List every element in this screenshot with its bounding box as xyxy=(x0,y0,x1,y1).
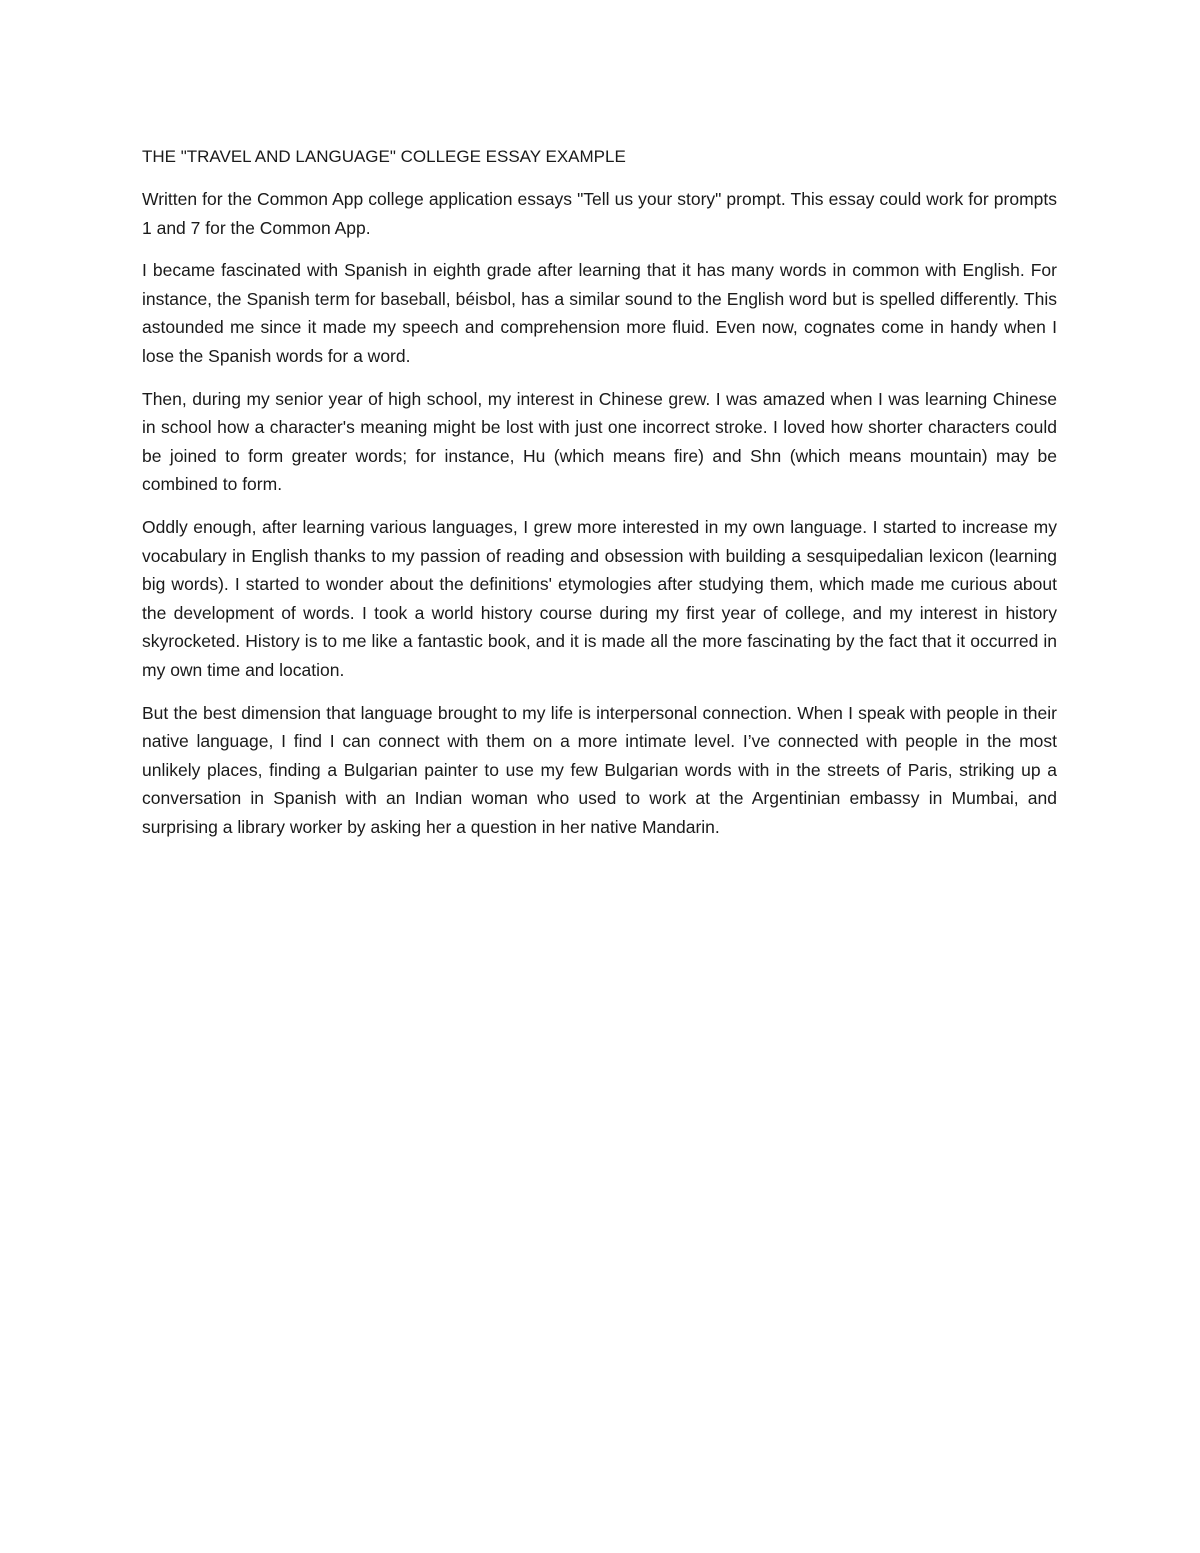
paragraph-english: Oddly enough, after learning various languages, I grew more interested in my own language. I started to increase my vocabulary in English thanks to my passion of reading and obsession with building a sesquipedalian lexicon (learning big words). I started to wonder about the definitions' etymologies after studying them, which made me curious about the development of words. I took a world history course during my first year of college, and my interest in history skyrocketed. History is to me like a fantastic book, and it is made all the more fascinating by the fact that it occurred in my own time and location. xyxy=(142,516,1057,680)
paragraph-connection: But the best dimension that language brought to my life is interpersonal connection. When I speak with people in their native language, I find I can connect with them on a more intimate level. I’ve connected with people in the most unlikely places, finding a Bulgarian painter to use my few Bulgarian words with in the streets of Paris, striking up a conversation in Spanish with an Indian woman who used to work at the Argentinian embassy in Mumbai, and surprising a library worker by asking her a question in her native Mandarin. xyxy=(142,702,1057,837)
document-body xyxy=(142,143,1057,855)
paragraph-spanish: I became fascinated with Spanish in eighth grade after learning that it has many words in common with English. For instance, the Spanish term for baseball, béisbol, has a similar sound to the English word but is spelled differently. This astounded me since it made my speech and comprehension more fluid. Even now, cognates come in handy when I lose the Spanish words for a word. xyxy=(142,260,1057,366)
paragraph-chinese: Then, during my senior year of high school, my interest in Chinese grew. I was amazed when I was learning Chinese in school how a character's meaning might be lost with just one incorrect stroke. I loved how shorter characters could be joined to form greater words; for instance, Hu (which means fire) and Shn (which means mountain) may be combined to form. xyxy=(142,388,1057,495)
paragraph-intro: Written for the Common App college application essays "Tell us your story" prompt. This essay could work for prompts 1 and 7 for the Common App. xyxy=(142,189,1057,238)
document-title: THE "TRAVEL AND LANGUAGE" COLLEGE ESSAY EXAMPLE xyxy=(142,147,626,166)
